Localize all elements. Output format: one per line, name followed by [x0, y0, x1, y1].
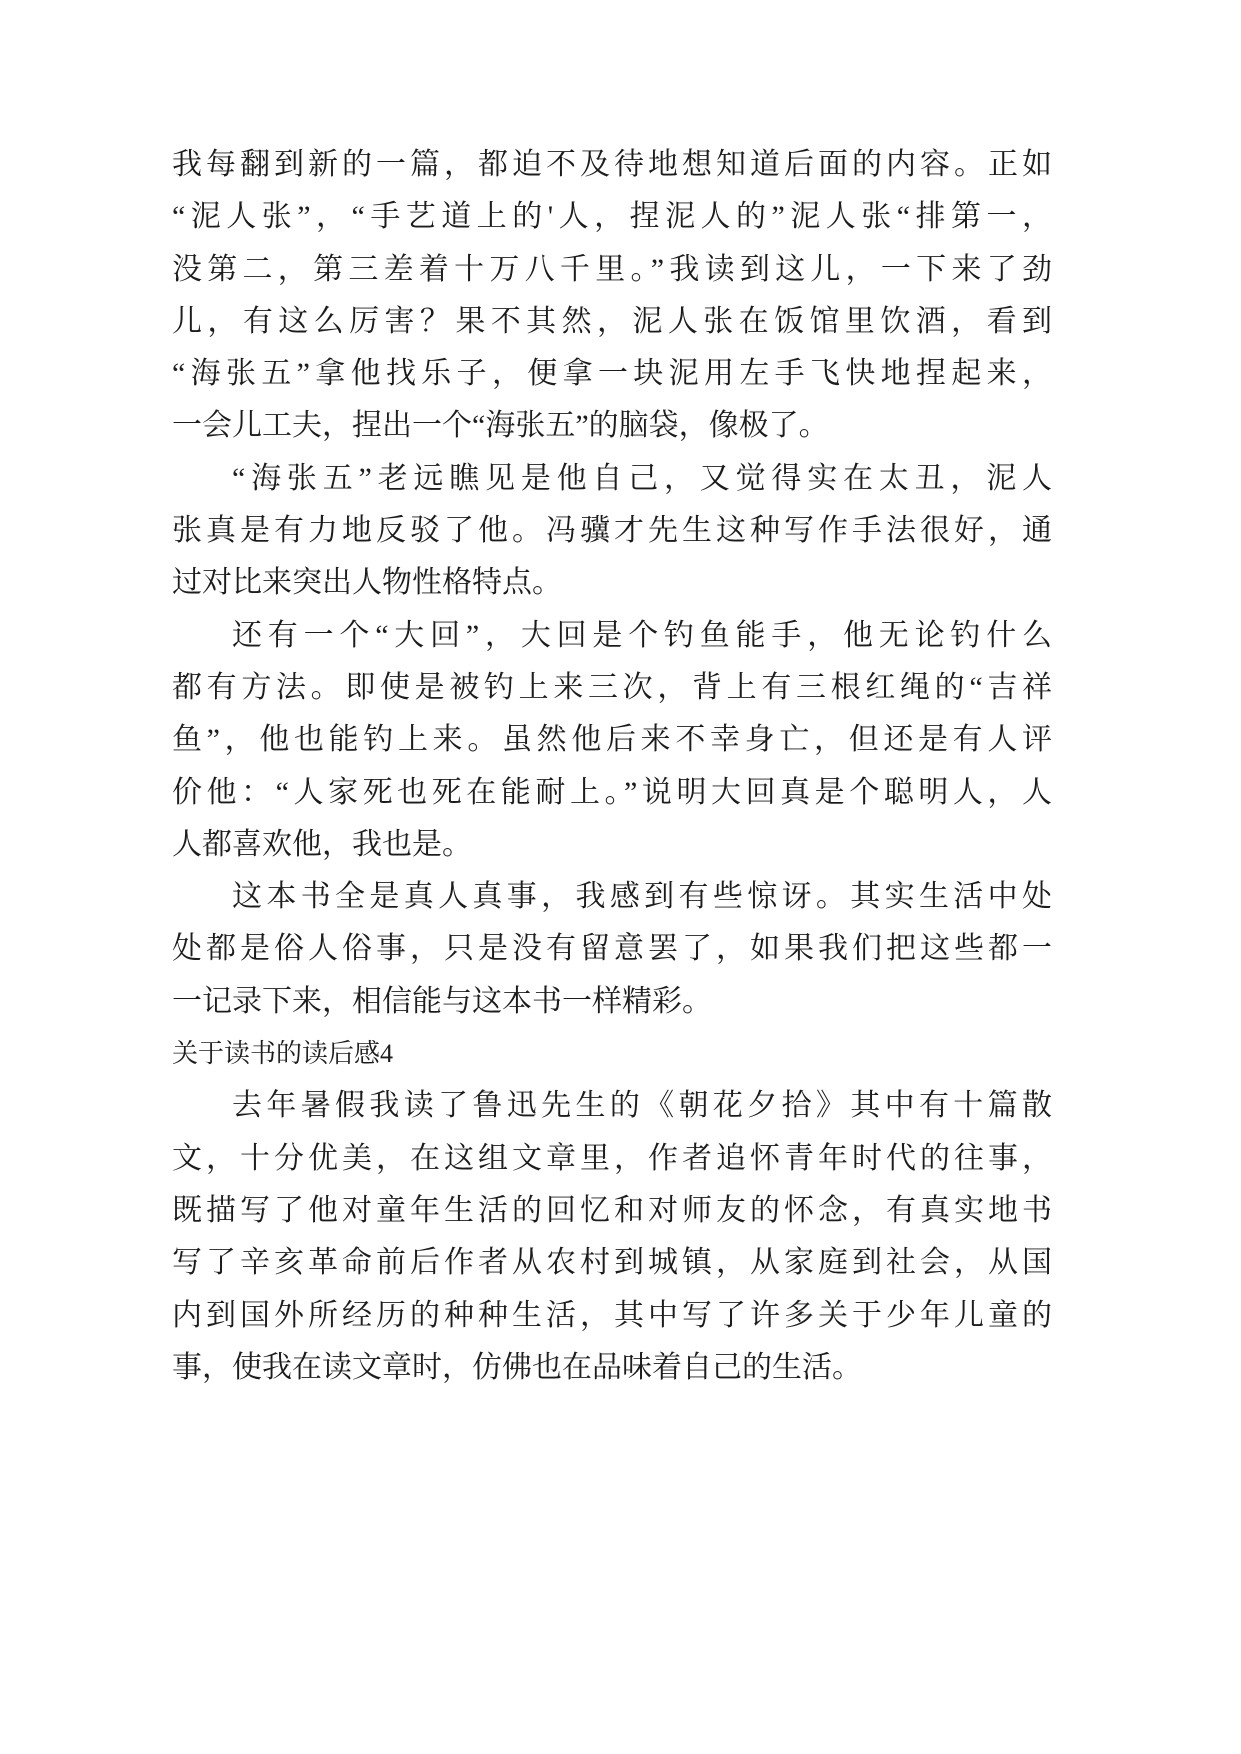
body-text-line: 人都喜欢他，我也是。: [172, 827, 472, 861]
body-text-line: 一会儿工夫，捏出一个“海张五”的脑袋，像极了。: [172, 409, 829, 443]
body-text-line: 一记录下来，相信能与这本书一样精彩。: [172, 984, 712, 1018]
body-text-line: 写了辛亥革命前后作者从农村到城镇，从家庭到社会，从国: [172, 1246, 1052, 1280]
body-text-line: “海张五”老远瞧见是他自己，又觉得实在太丑，泥人: [232, 461, 1052, 495]
body-text-line: 鱼”，他也能钓上来。虽然他后来不幸身亡，但还是有人评: [172, 723, 1052, 757]
body-text-line: 还有一个“大回”，大回是个钓鱼能手，他无论钓什么: [232, 618, 1052, 652]
paragraph: [172, 453, 1052, 610]
body-text-line: 既描写了他对童年生活的回忆和对师友的怀念，有真实地书: [172, 1193, 1052, 1227]
body-text-line: 文，十分优美，在这组文章里，作者追怀青年时代的往事，: [172, 1141, 1052, 1175]
paragraph: [172, 610, 1052, 871]
body-text-line: “海张五”拿他找乐子，便拿一块泥用左手飞快地捏起来，: [172, 357, 1052, 391]
body-text-line: 儿，有这么厉害？果不其然，泥人张在饭馆里饮酒，看到: [172, 304, 1052, 338]
body-text-line: 都有方法。即使是被钓上来三次，背上有三根红绳的“吉祥: [172, 670, 1052, 704]
body-text-line: 我每翻到新的一篇，都迫不及待地想知道后面的内容。正如: [172, 148, 1052, 181]
body-text-line: 去年暑假我读了鲁迅先生的《朝花夕拾》其中有十篇散: [232, 1089, 1052, 1123]
paragraph: [172, 1080, 1052, 1394]
body-text-line: “泥人张”，“手艺道上的'人，捏泥人的”泥人张“排第一，: [172, 200, 1052, 234]
section-heading: 关于读书的读后感4: [172, 1039, 394, 1069]
body-text-line: 处都是俗人俗事，只是没有留意罢了，如果我们把这些都一: [172, 932, 1052, 966]
body-text-line: 事，使我在读文章时，仿佛也在品味着自己的生活。: [172, 1350, 862, 1384]
paragraph: [172, 139, 1052, 453]
body-text-line: 内到国外所经历的种种生活，其中写了许多关于少年儿童的: [172, 1298, 1052, 1332]
body-text-line: 没第二，第三差着十万八千里。”我读到这儿，一下来了劲: [172, 252, 1052, 286]
body-text-line: 价他：“人家死也死在能耐上。”说明大回真是个聪明人，人: [172, 775, 1052, 809]
body-text-line: 过对比来突出人物性格特点。: [172, 566, 562, 600]
paragraph: [172, 871, 1052, 1028]
document-body: [172, 139, 1052, 1394]
body-text-line: 张真是有力地反驳了他。冯骥才先生这种写作手法很好，通: [172, 514, 1052, 548]
body-text-line: 这本书全是真人真事，我感到有些惊讶。其实生活中处: [232, 880, 1052, 914]
